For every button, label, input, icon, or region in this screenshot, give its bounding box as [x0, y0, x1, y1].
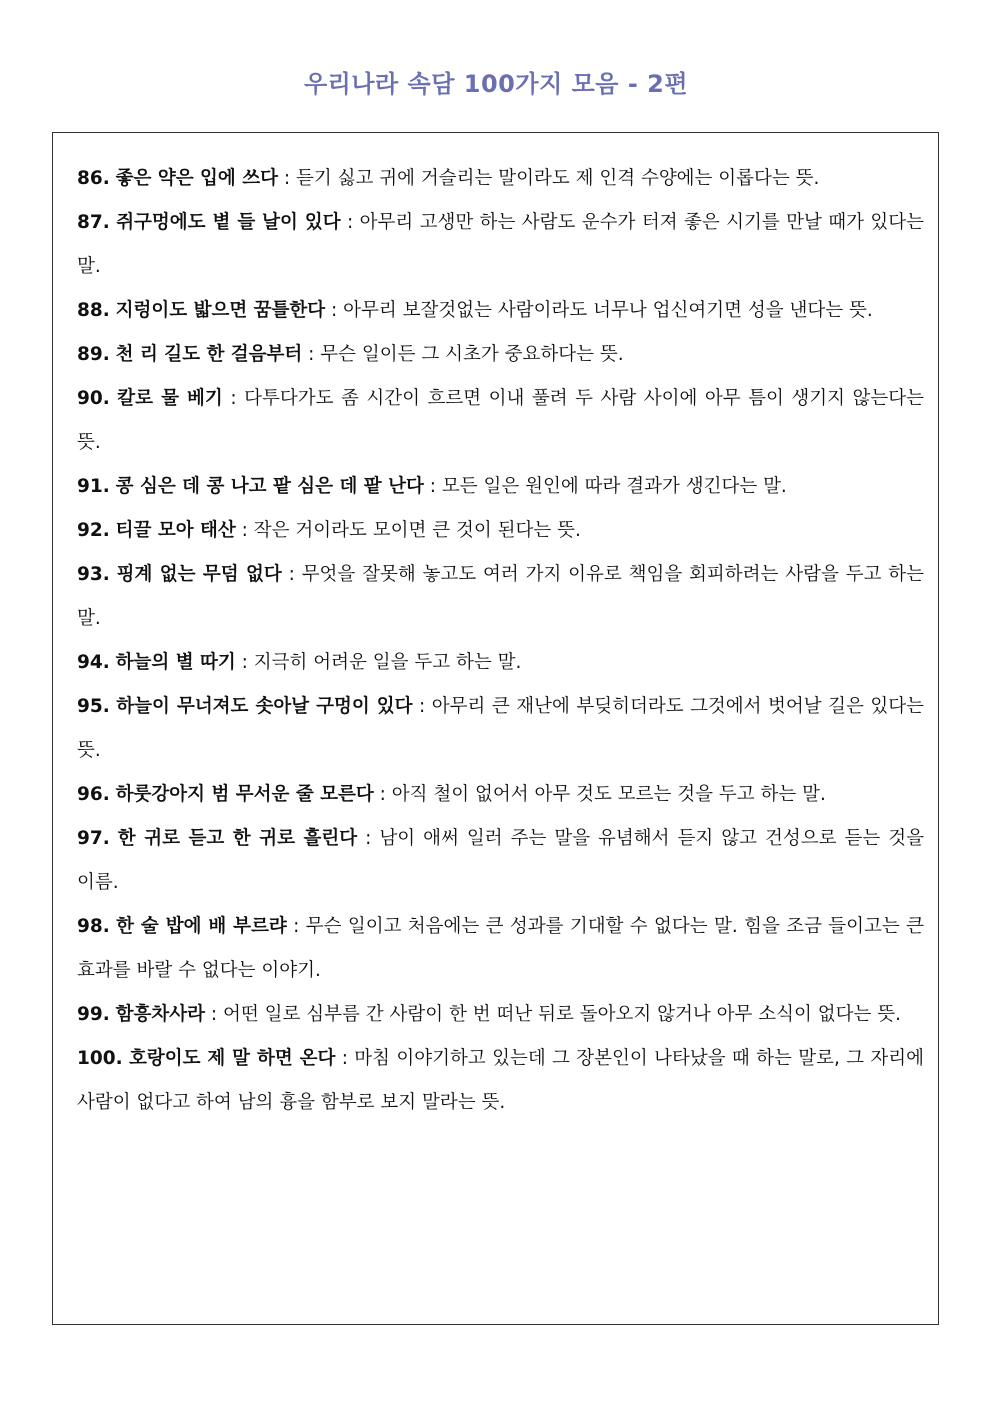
proverb-term: 호랑이도 제 말 하면 온다 — [129, 1048, 336, 1069]
separator: : — [281, 564, 302, 585]
entry-number: 96. — [77, 784, 110, 805]
proverb-term: 하늘이 무너져도 솟아날 구멍이 있다 — [116, 696, 413, 717]
list-item — [77, 905, 924, 993]
proverb-meaning: 어떤 일로 심부름 간 사람이 한 번 떠난 뒤로 돌아오지 않거나 아무 소식이 없다는 뜻. — [223, 1004, 901, 1025]
proverb-meaning: 아직 철이 없어서 아무 것도 모르는 것을 두고 하는 말. — [391, 784, 826, 805]
entry-number: 94. — [77, 652, 110, 673]
proverb-term: 티끌 모아 태산 — [115, 520, 236, 541]
page-title: 우리나라 속담 100가지 모음 - 2편 — [303, 70, 689, 98]
list-item — [77, 685, 924, 773]
separator: : — [357, 828, 380, 849]
entry-number: 89. — [77, 344, 110, 365]
proverb-meaning: 마침 이야기하고 있는데 그 장본인이 나타났을 때 하는 말로, 그 자리에 사람이 없다고 하여 남의 흉을 함부로 보지 말라는 뜻. — [77, 1048, 925, 1113]
list-item — [77, 201, 924, 289]
list-item — [77, 377, 924, 465]
entry-number: 93. — [77, 564, 110, 585]
separator: : — [235, 652, 254, 673]
separator: : — [302, 344, 321, 365]
list-item — [77, 817, 924, 905]
proverb-term: 함흥차사라 — [115, 1004, 206, 1025]
proverb-term: 콩 심은 데 콩 나고 팥 심은 데 팥 난다 — [115, 476, 424, 497]
entry-number: 97. — [77, 828, 110, 849]
proverb-meaning: 아무리 고생만 하는 사람도 운수가 터져 좋은 시기를 만날 때가 있다는 말. — [77, 212, 924, 277]
proverb-term: 좋은 약은 입에 쓰다 — [115, 168, 278, 189]
proverb-meaning: 아무리 큰 재난에 부딪히더라도 그것에서 벗어날 길은 있다는 뜻. — [77, 696, 924, 761]
proverb-meaning: 작은 거이라도 모이면 큰 것이 된다는 뜻. — [253, 520, 581, 541]
separator: : — [286, 916, 306, 937]
list-item — [77, 157, 924, 201]
separator: : — [235, 520, 254, 541]
separator: : — [335, 1048, 355, 1069]
proverb-term: 한 귀로 듣고 한 귀로 흘린다 — [117, 828, 358, 849]
separator: : — [325, 300, 344, 321]
entry-number: 90. — [77, 388, 110, 409]
entry-number: 87. — [77, 212, 110, 233]
separator: : — [222, 388, 245, 409]
proverb-meaning: 아무리 보잘것없는 사람이라도 너무나 업신여기면 성을 낸다는 뜻. — [343, 300, 873, 321]
entry-number: 91. — [77, 476, 110, 497]
list-item — [77, 333, 924, 377]
proverb-meaning: 지극히 어려운 일을 두고 하는 말. — [253, 652, 522, 673]
list-item — [77, 509, 924, 553]
list-item — [77, 1037, 924, 1125]
proverb-meaning: 남이 애써 일러 주는 말을 유념해서 듣지 않고 건성으로 듣는 것을 이름. — [77, 828, 924, 893]
proverb-meaning: 모든 일은 원인에 따라 결과가 생긴다는 말. — [441, 476, 787, 497]
proverb-term: 쥐구멍에도 볕 들 날이 있다 — [116, 212, 341, 233]
entry-number: 88. — [77, 300, 110, 321]
proverb-term: 한 술 밥에 배 부르랴 — [116, 916, 287, 937]
entry-number: 99. — [77, 1004, 110, 1025]
list-item — [77, 773, 924, 817]
proverb-list — [52, 132, 939, 1325]
list-item — [77, 289, 924, 333]
entry-number: 95. — [77, 696, 110, 717]
proverb-term: 핑계 없는 무덤 없다 — [116, 564, 282, 585]
proverb-term: 하룻강아지 범 무서운 줄 모른다 — [115, 784, 374, 805]
entry-number: 100. — [77, 1048, 123, 1069]
proverb-term: 천 리 길도 한 걸음부터 — [115, 344, 303, 365]
separator: : — [373, 784, 392, 805]
separator: : — [277, 168, 296, 189]
entry-number: 86. — [77, 168, 110, 189]
proverb-term: 지렁이도 밟으면 꿈틀한다 — [115, 300, 326, 321]
proverb-meaning: 다투다가도 좀 시간이 흐르면 이내 풀려 두 사람 사이에 아무 틈이 생기지 않는다는 뜻. — [77, 388, 924, 453]
proverb-meaning: 무슨 일이고 처음에는 큰 성과를 기대할 수 없다는 말. 힘을 조금 들이고는 큰 효과를 바랄 수 없다는 이야기. — [77, 916, 924, 981]
proverb-term: 하늘의 별 따기 — [115, 652, 236, 673]
separator: : — [423, 476, 442, 497]
proverb-meaning: 듣기 싫고 귀에 거슬리는 말이라도 제 인격 수양에는 이롭다는 뜻. — [295, 168, 820, 189]
separator: : — [205, 1004, 224, 1025]
proverb-meaning: 무슨 일이든 그 시초가 중요하다는 뜻. — [320, 344, 624, 365]
proverb-meaning: 무엇을 잘못해 놓고도 여러 가지 이유로 책임을 회피하려는 사람을 두고 하는 말. — [77, 564, 925, 629]
separator: : — [340, 212, 360, 233]
separator: : — [412, 696, 432, 717]
list-item — [77, 993, 924, 1037]
entry-number: 92. — [77, 520, 110, 541]
list-item — [77, 465, 924, 509]
list-item — [77, 641, 924, 685]
list-item — [77, 553, 924, 641]
proverb-term: 칼로 물 베기 — [117, 388, 223, 409]
entry-number: 98. — [77, 916, 110, 937]
